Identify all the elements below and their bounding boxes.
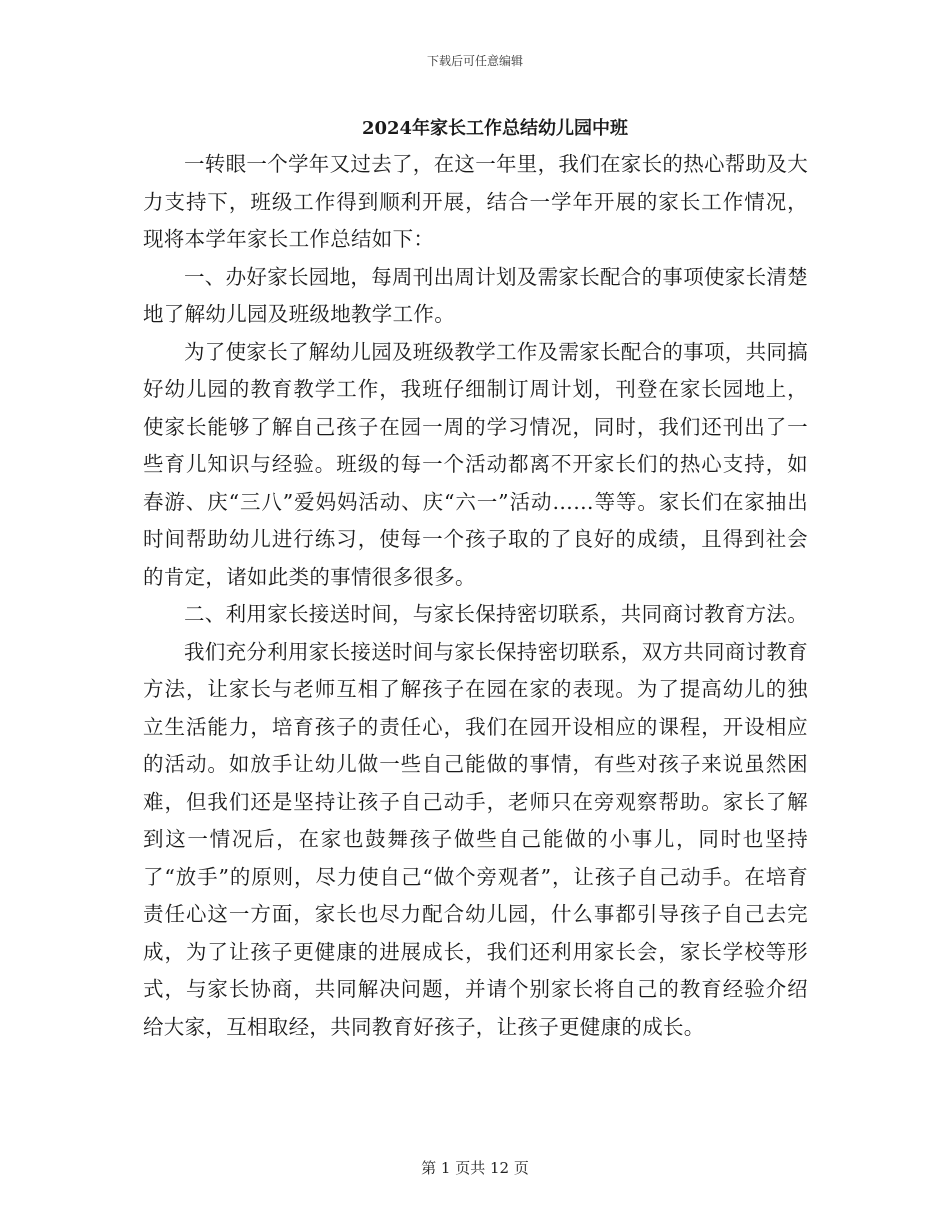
document-title: 2024年家长工作总结幼儿园中班 <box>361 118 629 139</box>
page-header-note: 下载后可任意编辑 <box>426 54 523 68</box>
page-number: 第 1 页共 12 页 <box>421 1159 529 1177</box>
paragraph-section-2-heading: 二、利用家长接送时间，与家长保持密切联系，共同商讨教育方法。 <box>184 602 808 626</box>
document-body <box>143 146 808 1046</box>
paragraph-intro: 一转眼一个学年又过去了，在这一年里，我们在家长的热心帮助及大力支持下，班级工作得到顺利开展，结合一学年开展的家长工作情况，现将本学年家长工作总结如下： <box>143 152 808 251</box>
paragraph-section-1-heading: 一、办好家长园地，每周刊出周计划及需家长配合的事项使家长清楚地了解幼儿园及班级地教学工作。 <box>143 264 808 326</box>
paragraph-section-2-body: 我们充分利用家长接送时间与家长保持密切联系，双方共同商讨教育方法，让家长与老师互相了解孩子在园在家的表现。为了提高幼儿的独立生活能力，培育孩子的责任心，我们在园开设相应的课程，开设相应的活动。如放手让幼儿做一些自己能做的事情，有些对孩子来说虽然困难，但我们还是坚持让孩子自己动手，老师只在旁观察帮助。家长了解到这一情况后，在家也鼓舞孩子做些自己能做的小事儿，同时也坚持了“放手”的原则，尽力使自己“做个旁观者”，让孩子自己动手。在培育责任心这一方面，家长也尽力配合幼儿园，什么事都引导孩子自己去完成，为了让孩子更健康的进展成长，我们还利用家长会，家长学校等形式，与家长协商，共同解决问题，并请个别家长将自己的教育经验介绍给大家，互相取经，共同教育好孩子，让孩子更健康的成长。 <box>143 639 808 1039</box>
paragraph-section-1-body: 为了使家长了解幼儿园及班级教学工作及需家长配合的事项，共同搞好幼儿园的教育教学工作，我班仔细制订周计划，刊登在家长园地上，使家长能够了解自己孩子在园一周的学习情况，同时，我们还刊出了一些育儿知识与经验。班级的每一个活动都离不开家长们的热心支持，如春游、庆“三八”爱妈妈活动、庆“六一”活动……等等。家长们在家抽出时间帮助幼儿进行练习，使每一个孩子取的了良好的成绩，且得到社会的肯定，诸如此类的事情很多很多。 <box>143 339 808 589</box>
